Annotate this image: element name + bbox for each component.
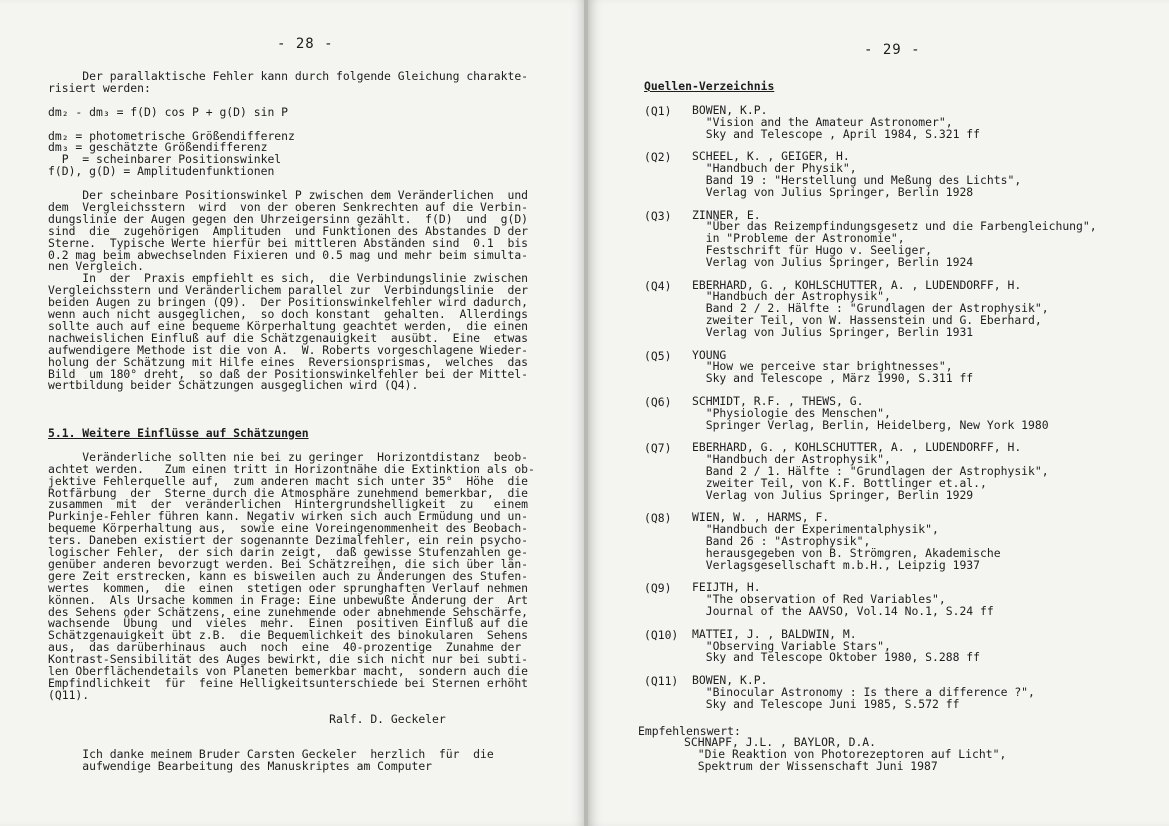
text-line: sind die zugehörigen Amplituden und Funktionen des Abstandes D der bbox=[48, 223, 529, 238]
reference-id: (Q2) bbox=[644, 150, 672, 165]
text-line: Kontrast-Sensibilität des Auges bewirkt, die sich nicht nur bei subti- bbox=[48, 652, 529, 667]
text-line: nachweislichen Einfluß auf die Schätzgenauigkeit ausübt. Eine etwas bbox=[48, 330, 529, 345]
reference-line: Band 19 : "Herstellung und Meßung des Lichts", bbox=[692, 173, 1022, 187]
text-line: beiden Augen zu bringen (Q9). Der Positionswinkelfehler wird dadurch, bbox=[48, 295, 529, 310]
text-line: genüber anderen bevorzugt werden. Bei Schätzreihen, die sich über län- bbox=[48, 556, 529, 571]
reference-line: Sky and Telescope Oktober 1980, S.288 ff bbox=[692, 650, 981, 665]
recommended-line: Spektrum der Wissenschaft Juni 1987 bbox=[684, 759, 938, 773]
reference-id: (Q7) bbox=[644, 441, 672, 456]
text-line: Rotfärbung der Sterne durch die Atmosphäre zunehmend bemerkbar, die bbox=[48, 485, 529, 500]
text-line: f(D), g(D) = Amplitudenfunktionen bbox=[48, 164, 275, 179]
reference-line: ZINNER, E. bbox=[692, 207, 761, 222]
recommended-line: "Die Reaktion von Photorezeptoren auf Licht", bbox=[684, 747, 1007, 762]
reference-line: Verlag von Julius Springer, Berlin 1929 bbox=[692, 487, 974, 502]
reference-line: zweiter Teil, von W. Hassenstein und G. Eberhard, bbox=[692, 313, 1042, 327]
text-line: holung der Schätzung mit Hilfe eines Reversionsprismas, welches das bbox=[48, 354, 529, 369]
text-line: wertes kommen, die einen stetigen oder sprunghaften Verlauf nehmen bbox=[48, 580, 529, 595]
text-line: aufwendige Bearbeitung des Manuskriptes am Computer bbox=[48, 759, 433, 774]
text-line: zusammen mit der veränderlichen Hintergrundshelligkeit zu einem bbox=[48, 497, 529, 512]
text-line: 5.1. Weitere Einflüsse auf Schätzungen bbox=[48, 426, 309, 440]
text-line: dungslinie der Augen gegen den Uhrzeigersinn gezählt. f(D) und g(D) bbox=[48, 211, 529, 226]
reference-line: MATTEI, J. , BALDWIN, M. bbox=[692, 626, 857, 641]
reference-line: Sky and Telescope Juni 1985, S.572 ff bbox=[692, 696, 960, 711]
reference-line: YOUNG bbox=[692, 347, 727, 362]
reference-line: Sky and Telescope , März 1990, S.311 ff bbox=[692, 371, 974, 386]
text-line: dm₂ = photometrische Größendifferenz bbox=[48, 128, 295, 143]
reference-line: SCHMIDT, R.F. , THEWS, G. bbox=[692, 394, 864, 408]
recommended-line: SCHNAPF, J.L. , BAYLOR, D.A. bbox=[684, 735, 877, 750]
reference-line: Band 26 : "Astrophysik", bbox=[692, 534, 871, 548]
text-line: wachsende Übung und vieles mehr. Einen positiven Einfluß auf die bbox=[48, 616, 529, 631]
text-line: P = scheinbarer Positionswinkel bbox=[48, 152, 282, 167]
text-line: dm₃ = geschätzte Größendifferenz bbox=[48, 140, 268, 155]
page-right bbox=[588, 0, 1169, 826]
text-line: Purkinje-Fehler führen kann. Negativ wirken sich auch Ermüdung und un- bbox=[48, 509, 529, 524]
text-line: Sterne. Typische Werte hierfür bei mittleren Abständen sind 0.1 bis bbox=[48, 235, 529, 250]
text-line: dem Vergleichsstern wird von der oberen Senkrechten auf die Verbin- bbox=[48, 199, 529, 214]
page-number-right: - 29 - bbox=[864, 42, 921, 58]
reference-line: Band 2 / 2. Hälfte : "Grundlagen der Astrophysik", bbox=[692, 301, 1049, 316]
text-line: len Oberflächendetails von Planeten bemerkbar macht, sondern auch die bbox=[48, 664, 529, 678]
text-line: Der parallaktische Fehler kann durch folgende Gleichung charakte- bbox=[48, 69, 529, 83]
text-line: wertbildung beider Schätzungen ausgeglichen wird (Q4). bbox=[48, 378, 419, 393]
text-line: logischer Fehler, der sich darin zeigt, daß gewisse Stufenzahlen ge- bbox=[48, 545, 529, 559]
text-line: Der scheinbare Positionswinkel P zwischen dem Veränderlichen und bbox=[48, 188, 529, 202]
text-line: können. Als Ursache kommen in Frage: Eine unbewußte Änderung der Art bbox=[48, 592, 529, 607]
text-line: In der Praxis empfiehlt es sich, die Verbindungslinie zwischen bbox=[48, 271, 529, 286]
reference-line: Band 2 / 1. Hälfte : "Grundlagen der Astrophysik", bbox=[692, 464, 1049, 478]
text-line: gere Zeit erstrecken, kann es bisweilen auch zu Änderungen des Stufen- bbox=[48, 568, 529, 583]
page-number-left: - 28 - bbox=[277, 36, 334, 52]
reference-line: Verlagsgesellschaft m.b.H., Leipzig 1937 bbox=[692, 557, 981, 572]
recommended-label: Empfehlenswert: bbox=[638, 723, 741, 738]
reference-id: (Q4) bbox=[644, 278, 672, 293]
text-line: nen Vergleich. bbox=[48, 259, 145, 274]
text-line: Empfindlichkeit für feine Helligkeitsunterschiede bei Sternen erhöht bbox=[48, 675, 529, 690]
reference-id: (Q5) bbox=[644, 348, 672, 363]
reference-id: (Q1) bbox=[644, 104, 672, 118]
reference-line: Journal of the AAVSO, Vol.14 No.1, S.24 ff bbox=[692, 604, 994, 618]
reference-id: (Q11) bbox=[644, 674, 679, 689]
reference-line: BOWEN, K.P. bbox=[692, 103, 768, 117]
text-line: wenn auch nicht ausgeglichen, so doch konstant gehalten. Allerdings bbox=[48, 307, 529, 321]
reference-id: (Q3) bbox=[644, 208, 672, 223]
reference-line: in "Probleme der Astronomie", bbox=[692, 231, 905, 246]
text-line: aus, das darüberhinaus auch noch eine 40-prozentige Zunahme der bbox=[48, 640, 522, 655]
reference-line: "Observing Variable Stars", bbox=[692, 638, 891, 653]
reference-line: Verlag von Julius Springer, Berlin 1931 bbox=[692, 324, 974, 339]
text-line: Veränderliche sollten nie bei zu geringer Horizontdistanz beob- bbox=[48, 449, 529, 464]
text-line: dm₂ - dm₃ = f(D) cos P + g(D) sin P bbox=[48, 104, 289, 119]
reference-line: WIEN, W. , HARMS, F. bbox=[692, 510, 830, 525]
reference-line: "Physiologie des Menschen", bbox=[692, 405, 891, 420]
reference-line: Springer Verlag, Berlin, Heidelberg, New York 1980 bbox=[692, 417, 1049, 432]
text-line: des Sehens oder Schätzens, eine zunehmende oder abnehmende Sehschärfe, bbox=[48, 604, 529, 619]
text-line: risiert werden: bbox=[48, 80, 151, 95]
reference-line: BOWEN, K.P. bbox=[692, 673, 768, 688]
reference-line: "Handbuch der Astrophysik", bbox=[692, 452, 891, 467]
text-line: aufwendigere Methode ist die von A. W. Roberts vorgeschlagene Wieder- bbox=[48, 342, 529, 357]
reference-line: EBERHARD, G. , KOHLSCHUTTER, A. , LUDENDORFF, H. bbox=[692, 440, 1022, 455]
text-line: 0.2 mag beim abwechselnden Fixieren und 0.5 mag und mehr beim simulta- bbox=[48, 247, 529, 262]
reference-id: (Q8) bbox=[644, 511, 672, 526]
reference-line: "Handbuch der Experimentalphysik", bbox=[692, 522, 939, 537]
reference-line: Festschrift für Hugo v. Seeliger, bbox=[692, 243, 933, 257]
text-line: sollte auch auf eine bequeme Körperhaltung geachtet werden, die einen bbox=[48, 318, 529, 333]
reference-line: herausgegeben von B. Strömgren, Akademische bbox=[692, 545, 1001, 560]
reference-line: "Über das Reizempfindungsgesetz und die Farbengleichung", bbox=[692, 219, 1097, 234]
text-line: Vergleichsstern und Veränderlichem parallel zur Verbindungslinie der bbox=[48, 283, 529, 298]
reference-line: EBERHARD, G. , KOHLSCHUTTER, A. , LUDENDORFF, H. bbox=[692, 277, 1022, 292]
reference-line: FEIJTH, H. bbox=[692, 580, 761, 595]
text-line: bequeme Körperhaltung aus, sowie eine Voreingenommenheit des Beobach- bbox=[48, 521, 529, 536]
reference-line: Sky and Telescope , April 1984, S.321 ff bbox=[692, 126, 981, 141]
text-line: Ich danke meinem Bruder Carsten Geckeler herzlich für die bbox=[48, 747, 494, 762]
text-line: (Q11). bbox=[48, 687, 90, 702]
text-line: Schätzgenauigkeit übt z.B. die Bequemlichkeit des binokularen Sehens bbox=[48, 628, 529, 643]
reference-line: Verlag von Julius Springer, Berlin 1928 bbox=[692, 184, 974, 199]
text-line: jektive Fehlerquelle auf, zum anderen macht sich unter 35° Höhe die bbox=[48, 473, 529, 488]
reference-id: (Q9) bbox=[644, 581, 672, 596]
reference-line: SCHEEL, K. , GEIGER, H. bbox=[692, 149, 850, 164]
reference-line: "Binocular Astronomy : Is there a difference ?", bbox=[692, 685, 1035, 699]
reference-line: "The observation of Red Variables", bbox=[692, 592, 946, 607]
text-line: ters. Daneben existiert der sogenannte Dezimalfehler, ein rein psycho- bbox=[48, 533, 529, 548]
reference-line: "How we perceive star brightnesses", bbox=[692, 359, 953, 374]
reference-line: "Handbuch der Physik", bbox=[692, 161, 857, 176]
reference-line: "Vision and the Amateur Astronomer", bbox=[692, 114, 953, 129]
references-heading: Quellen-Verzeichnis bbox=[644, 79, 775, 93]
reference-id: (Q6) bbox=[644, 395, 672, 409]
text-line: achtet werden. Zum einen tritt in Horizontnähe die Extinktion als ob- bbox=[48, 461, 535, 476]
reference-line: zweiter Teil, von K.F. Bottlinger et.al., bbox=[692, 475, 987, 490]
reference-line: "Handbuch der Astrophysik", bbox=[692, 289, 891, 304]
text-line: Ralf. D. Geckeler bbox=[48, 711, 446, 726]
reference-line: Verlag von Julius Springer, Berlin 1924 bbox=[692, 254, 974, 269]
reference-id: (Q10) bbox=[644, 627, 679, 642]
text-line: Bild um 180° dreht, so daß der Positionswinkelfehler bei der Mittel- bbox=[48, 366, 529, 381]
